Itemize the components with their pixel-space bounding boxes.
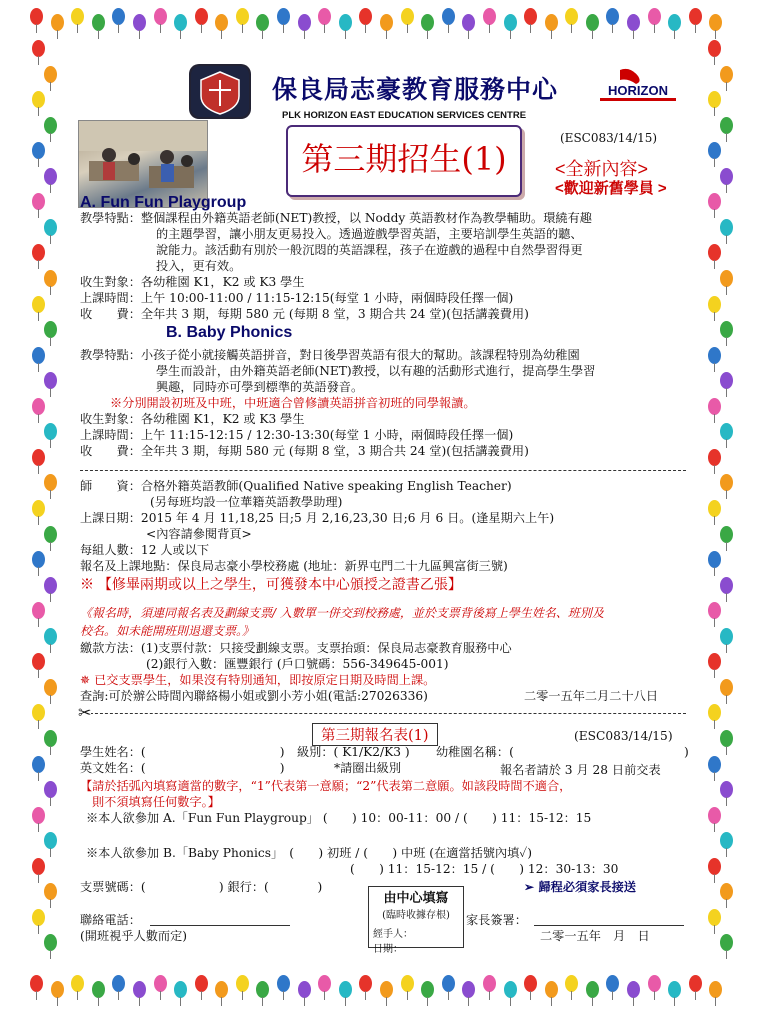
balloon-icon [720,423,733,440]
balloon-icon [708,756,721,773]
balloon-icon [195,8,208,25]
balloon-icon [708,500,721,517]
balloon-icon [32,858,45,875]
section-a-fee: 收 費：全年共 3 期，每期 580 元 (每期 8 堂，3 期合共 24 堂)(包括講義費用) [80,307,529,321]
certificate-notice: ※ 【修畢兩期或以上之學生，可獲發本中心頒授之證書乙張】 [80,576,462,592]
balloon-icon [606,8,619,25]
balloon-icon [483,975,496,992]
balloon-icon [44,883,57,900]
balloon-icon [720,934,733,951]
balloon-icon [298,981,311,998]
balloon-icon [339,981,352,998]
balloon-icon [708,193,721,210]
balloon-icon [32,142,45,159]
student-name-field[interactable]: 學生姓名：( ) [80,745,285,759]
balloon-icon [277,8,290,25]
balloon-icon [133,981,146,998]
form-date-line: 二零一五年 月 日 [540,929,650,943]
section-a-features-4: 投入，更有效。 [156,259,242,273]
balloon-icon [720,628,733,645]
form-code: (ESC083/14/15) [574,729,673,743]
phone-underline [150,925,290,926]
choice-instructions-2: 則不須填寫任何數字。】 [92,795,220,809]
balloon-icon [565,975,578,992]
balloon-icon [708,653,721,670]
balloon-icon [708,91,721,108]
balloon-icon [92,14,105,31]
balloon-icon [668,14,681,31]
balloon-icon [720,66,733,83]
balloon-icon [359,975,372,992]
signature-underline [534,925,684,926]
section-b-features-1: 教學特點：小孩子從小就接觸英語拼音，對日後學習英語有很大的幫助。該課程特別為幼稚園 [80,348,580,362]
balloon-icon [256,981,269,998]
enrolment-banner-text: 第三期招生(1) [301,140,507,178]
office-use-box [368,886,464,955]
section-a-features-2: 的主題學習，讓小朋友更易投入。透過遊戲學習英語，主要培訓學生英語的聽、 [156,227,583,241]
balloon-icon [708,40,721,57]
balloon-icon [44,730,57,747]
option-b-timeslots[interactable]: ( ) 11：15-12：15 / ( ) 12：30-13：30 [350,862,619,876]
balloon-icon [708,347,721,364]
office-date-label: 日期： [373,944,403,955]
balloon-icon [44,66,57,83]
notice-date: 二零一五年二月二十八日 [524,689,659,703]
balloon-icon [51,14,64,31]
office-use-subtitle: (臨時收據存根) [382,910,450,921]
balloon-icon [359,8,372,25]
balloon-border-left [30,40,64,975]
balloon-icon [44,423,57,440]
balloon-icon [380,981,393,998]
balloon-icon [720,832,733,849]
grade-field[interactable]: 級別：( K1/K2/K3 ) [297,745,410,759]
balloon-icon [44,934,57,951]
balloon-icon [545,14,558,31]
balloon-icon [195,975,208,992]
balloon-icon [689,975,702,992]
balloon-icon [154,8,167,25]
balloon-icon [32,347,45,364]
section-a-time: 上課時間：上午 10:00-11:00 / 11:15-12:15(每堂 1 小時，兩個時段任擇一個) [80,291,514,305]
balloon-icon [606,975,619,992]
balloon-icon [720,168,733,185]
balloon-icon [545,981,558,998]
scissors-icon: ✂ [78,703,92,722]
balloon-icon [318,975,331,992]
balloon-icon [708,858,721,875]
balloon-icon [720,372,733,389]
balloon-icon [32,602,45,619]
balloon-icon [708,296,721,313]
section-b-features-2: 學生而設計，由外籍英語老師(NET)教授，以有趣的活動形式進行，提高學生學習 [156,364,596,378]
balloon-icon [708,807,721,824]
balloon-icon [44,781,57,798]
balloon-icon [565,8,578,25]
balloon-icon [524,975,537,992]
balloon-icon [32,551,45,568]
balloon-icon [708,551,721,568]
horizon-logo-text: HORIZON [608,83,668,98]
section-b-target: 收生對象：各幼稚園 K1，K2 或 K3 學生 [80,412,305,426]
balloon-icon [174,14,187,31]
balloon-icon [504,981,517,998]
balloon-icon [401,8,414,25]
balloon-icon [462,981,475,998]
balloon-icon [51,981,64,998]
registration-note-1: 《報名時，須連同報名表及劃線支票/ 入數單一併交到校務處，並於支票背後寫上學生姓名、班別及 [80,606,604,620]
teacher-note: (另每班均設一位華籍英語教學助理) [150,495,343,509]
balloon-icon [44,526,57,543]
balloon-icon [174,981,187,998]
class-dates: 上課日期：2015 年 4 月 11,18,25 日;5 月 2,16,23,30 日;6 月 6 日。(逢星期六上午) [80,511,555,525]
deadline-note: 報名者請於 3 月 28 日前交表 [500,763,661,777]
balloon-icon [586,981,599,998]
balloon-icon [298,14,311,31]
balloon-icon [44,577,57,594]
balloon-icon [236,8,249,25]
english-name-field[interactable]: 英文姓名：( ) [80,761,285,775]
balloon-icon [92,981,105,998]
balloon-icon [462,14,475,31]
enquiry-line: 查詢:可於辦公時間內聯絡楊小姐或劉小芳小姐(電話:27026336) [80,689,428,703]
balloon-icon [648,8,661,25]
content-note: <內容請參閱背頁> [146,527,252,541]
payment-method-2: (2)銀行入數：匯豐銀行 (戶口號碼：556-349645-001) [146,657,449,671]
balloon-icon [318,8,331,25]
balloon-icon [708,704,721,721]
balloon-icon [421,14,434,31]
balloon-icon [256,14,269,31]
balloon-icon [44,219,57,236]
balloon-icon [720,270,733,287]
balloon-icon [44,679,57,696]
balloon-icon [32,193,45,210]
balloon-icon [586,14,599,31]
section-b-title: B. Baby Phonics [166,324,293,341]
kindergarten-field[interactable]: 幼稚園名稱：( [436,745,514,759]
section-b-note: ※分別開設初班及中班，中班適合曾修讀英語拼音初班的同學報讀。 [110,396,476,410]
balloon-icon [30,8,43,25]
balloon-icon [709,981,722,998]
balloon-icon [708,449,721,466]
balloon-icon [215,981,228,998]
balloon-icon [32,296,45,313]
enrolment-banner [286,125,522,197]
balloon-icon [483,8,496,25]
course-code: (ESC083/14/15) [560,131,658,145]
class-opening-note: (開班視乎人數而定) [80,929,188,943]
balloon-icon [32,40,45,57]
balloon-icon [689,8,702,25]
balloon-icon [504,14,517,31]
balloon-icon [339,14,352,31]
tag-new-content: <全新內容> [555,159,649,179]
balloon-icon [720,781,733,798]
balloon-icon [112,8,125,25]
teacher-line: 師 資：合格外籍英語教師(Qualified Native speaking English Teacher) [80,479,512,493]
circle-grade-note: *請圈出級別 [334,761,402,775]
balloon-icon [215,14,228,31]
balloon-icon [720,883,733,900]
balloon-icon [236,975,249,992]
horizon-logo [580,68,680,102]
org-title: 保良局志豪教育服務中心 [272,75,559,104]
balloon-icon [44,168,57,185]
balloon-icon [277,975,290,992]
balloon-icon [708,142,721,159]
balloon-icon [720,679,733,696]
office-use-title: 由中心填寫 [383,891,449,906]
balloon-icon [627,14,640,31]
balloon-icon [44,628,57,645]
balloon-icon [627,981,640,998]
balloon-icon [708,244,721,261]
balloon-icon [32,653,45,670]
balloon-icon [32,449,45,466]
balloon-border-top [30,8,740,44]
payment-method-1: 繳款方法：(1)支票付款：只接受劃線支票。支票抬頭：保良局志豪教育服務中心 [80,641,512,655]
parent-pickup-note: ➢ 歸程必須家長接送 [524,880,636,894]
balloon-icon [720,526,733,543]
balloon-icon [648,975,661,992]
balloon-icon [524,8,537,25]
balloon-icon [708,909,721,926]
balloon-icon [720,117,733,134]
venue: 報名及上課地點：保良局志豪小學校務處 (地址：新界屯門二十九區興富街三號) [80,559,508,573]
form-title: 第三期報名表(1) [312,723,438,746]
balloon-icon [44,832,57,849]
option-a-fun-fun-playgroup[interactable]: ※本人欲參加 A.「Fun Fun Playgroup」 ( ) 10：00-11：00 / ( ) 11：15-12：15 [86,811,592,825]
section-a-target: 收生對象：各幼稚園 K1，K2 或 K3 學生 [80,275,305,289]
contact-phone-field[interactable]: 聯絡電話： [80,913,141,927]
office-handler-label: 經手人： [373,929,413,940]
group-size: 每組人數：12 人或以下 [80,543,210,557]
balloon-icon [44,474,57,491]
cut-line [80,713,686,714]
balloon-icon [32,909,45,926]
balloon-icon [708,602,721,619]
balloon-icon [720,577,733,594]
cheque-bank-field[interactable]: 支票號碼：( ) 銀行：( ) [80,880,323,894]
balloon-icon [720,219,733,236]
org-subtitle: PLK HORIZON EAST EDUCATION SERVICES CENTRE [282,110,527,121]
choice-instructions-1: 【請於括弧內填寫適當的數字，“1”代表第一意願；“2”代表第二意願。如該段時間不適合， [80,779,572,793]
balloon-icon [442,8,455,25]
balloon-icon [71,975,84,992]
balloon-icon [709,14,722,31]
section-b-features-3: 興趣，同時亦可學到標準的英語發音。 [156,380,364,394]
balloon-icon [32,398,45,415]
balloon-icon [401,975,414,992]
registration-note-2: 校名。如未能開班則退還支票。》 [80,624,255,638]
balloon-icon [421,981,434,998]
balloon-icon [32,807,45,824]
balloon-icon [668,981,681,998]
section-divider [80,470,686,471]
balloon-icon [720,730,733,747]
balloon-icon [32,500,45,517]
kindergarten-field-close: ) [684,745,689,759]
balloon-icon [154,975,167,992]
section-a-features-1: 教學特點：整個課程由外籍英語老師(NET)教授，以 Noddy 英語教材作為教學輔助。環繞有趣 [80,211,592,225]
section-a-features-3: 說能力。該活動有別於一般沉悶的英語課程，孩子在遊戲的過程中自然學習得更 [156,243,583,257]
balloon-icon [32,244,45,261]
balloon-icon [32,704,45,721]
section-b-time: 上課時間：上午 11:15-12:15 / 12:30-13:30(每堂 1 小時，兩個時段任擇一個) [80,428,514,442]
balloon-border-right [706,40,740,975]
balloon-icon [32,91,45,108]
balloon-icon [442,975,455,992]
balloon-icon [44,270,57,287]
balloon-icon [71,8,84,25]
section-b-fee: 收 費：全年共 3 期，每期 580 元 (每期 8 堂，3 期合共 24 堂)(包括講義費用) [80,444,529,458]
balloon-icon [32,756,45,773]
school-crest-logo [189,64,251,119]
balloon-icon [112,975,125,992]
balloon-icon [44,372,57,389]
balloon-icon [720,321,733,338]
cheque-notice: ✵ 已交支票學生，如果沒有特別通知，即按原定日期及時間上課。 [80,673,436,687]
balloon-border-bottom [30,975,740,1011]
balloon-icon [44,117,57,134]
option-b-baby-phonics[interactable]: ※本人欲參加 B.「Baby Phonics」 ( ) 初班 / ( ) 中班 (在適當括號內填✓) [86,846,532,860]
balloon-icon [720,474,733,491]
balloon-icon [133,14,146,31]
balloon-icon [380,14,393,31]
section-a-title: A. Fun Fun Playgroup [80,194,247,211]
tag-welcome: <歡迎新舊學員 > [555,180,667,197]
parent-signature-field[interactable]: 家長簽署： [466,913,527,927]
balloon-icon [44,321,57,338]
balloon-icon [30,975,43,992]
balloon-icon [708,398,721,415]
